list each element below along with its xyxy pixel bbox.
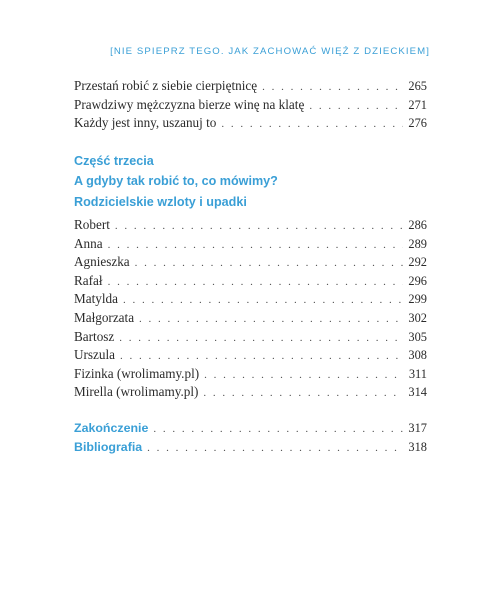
leader-dots: [108, 273, 404, 292]
leader-dots: [203, 384, 403, 403]
toc-entry-title: Prawdziwy mężczyzna bierze winę na klatę: [74, 96, 305, 112]
toc-entry: [74, 383, 427, 402]
toc-entry-title: Rafał: [74, 272, 103, 288]
toc-entry-page: 299: [408, 292, 427, 307]
toc-entry-title: Przestań robić z siebie cierpiętnicę: [74, 78, 258, 93]
part-heading: [74, 151, 278, 212]
toc-entry-title: Mirella (wrolimamy.pl): [74, 384, 199, 400]
leader-dots: [153, 420, 403, 439]
toc-entry: [74, 346, 427, 365]
toc-section-1: [74, 77, 427, 133]
leader-dots: [139, 310, 403, 329]
toc-entry-title: Zakończenie: [74, 421, 149, 435]
toc-entry-title: Matylda: [74, 291, 118, 307]
toc-entry: [74, 235, 427, 254]
leader-dots: [123, 291, 403, 310]
toc-section-2: [74, 216, 427, 402]
leader-dots: [135, 254, 404, 273]
toc-entry-page: 296: [408, 273, 427, 288]
leader-dots: [147, 439, 403, 458]
toc-entry: [74, 438, 427, 457]
toc-entry: [74, 419, 427, 438]
leader-dots: [120, 347, 403, 366]
leader-dots: [221, 115, 403, 134]
toc-entry: [74, 96, 427, 115]
toc-entry-title: Fizinka (wrolimamy.pl): [74, 365, 200, 381]
toc-entry-title: Małgorzata: [74, 309, 135, 325]
toc-entry-page: 276: [408, 116, 427, 131]
toc-entry-page: 286: [408, 218, 427, 232]
part-label: Część trzecia: [74, 154, 154, 168]
leader-dots: [309, 97, 403, 116]
toc-entry-title: Bibliografia: [74, 439, 143, 454]
toc-entry: [74, 309, 427, 328]
toc-entry-page: 271: [408, 97, 427, 112]
toc-entry-title: Urszula: [74, 347, 116, 363]
leader-dots: [119, 329, 403, 348]
toc-entry: [74, 290, 427, 309]
toc-entry-title: Bartosz: [74, 328, 115, 344]
toc-entry: [74, 216, 427, 235]
leader-dots: [108, 236, 404, 255]
toc-entry-title: Agnieszka: [74, 254, 130, 270]
toc-entry-title: Anna: [74, 235, 103, 251]
toc-entry: [74, 328, 427, 347]
toc-entry-page: 265: [408, 79, 427, 93]
leader-dots: [115, 217, 404, 236]
part-subtitle: A gdyby tak robić to, co mówimy?: [74, 174, 278, 189]
toc-entry: [74, 365, 427, 384]
toc-entry-page: 318: [408, 439, 427, 454]
toc-entry: [74, 114, 427, 133]
toc-entry-page: 305: [408, 329, 427, 344]
toc-entry-page: 311: [408, 366, 427, 381]
toc-entry-page: 292: [408, 255, 427, 270]
toc-entry-page: 308: [408, 348, 427, 363]
toc-entry: [74, 253, 427, 272]
toc-entry-title: Robert: [74, 217, 110, 232]
part-subtitle: Rodzicielskie wzloty i upadki: [74, 194, 247, 209]
toc-entry-page: 314: [408, 385, 427, 400]
toc-entry-page: 289: [408, 236, 427, 251]
toc-entry-page: 317: [408, 421, 427, 435]
running-head: [NIE SPIEPRZ TEGO. JAK ZACHOWAĆ WIĘŹ Z DZIECKIEM]: [110, 46, 430, 57]
toc-entry: [74, 272, 427, 291]
toc-section-3: [74, 419, 427, 456]
toc-entry-title: Każdy jest inny, uszanuj to: [74, 115, 217, 131]
toc-entry-page: 302: [408, 310, 427, 325]
toc-entry: [74, 77, 427, 96]
leader-dots: [204, 366, 404, 385]
leader-dots: [262, 78, 403, 97]
